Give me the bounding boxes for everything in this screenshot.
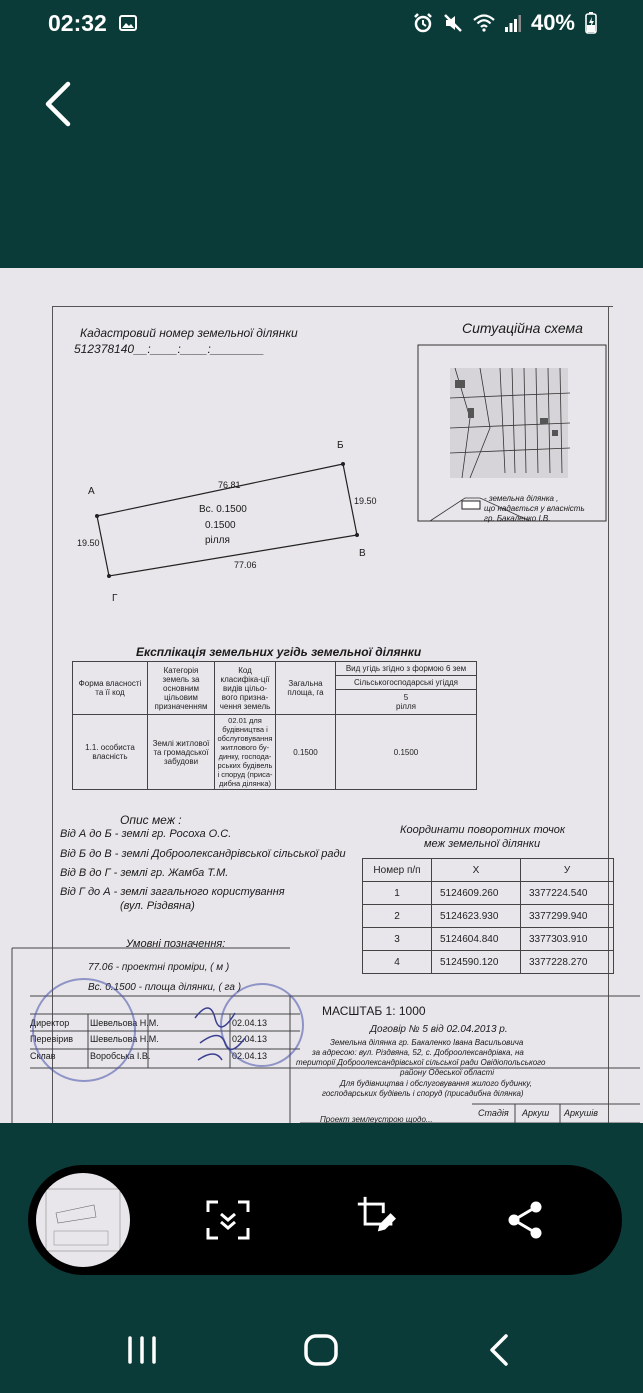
boundary-item: Від Б до В - землі Доброолександрівської сільської ради	[60, 848, 346, 860]
image-icon	[119, 15, 137, 31]
crop-edit-icon[interactable]	[354, 1195, 398, 1235]
wifi-icon	[473, 14, 495, 32]
official-stamp	[32, 978, 136, 1082]
description-line: Для будівництва і обслуговування жилого будинку,	[340, 1079, 532, 1088]
point-a: А	[88, 486, 95, 497]
coords-title-1: Координати поворотних точок	[400, 824, 566, 836]
table-row: 2 5124623.930 3377299.940	[363, 905, 614, 928]
signature-role: Директор	[30, 1018, 70, 1028]
battery-percentage: 40%	[530, 10, 575, 35]
plot-area-total: Вс. 0.1500	[199, 504, 247, 515]
signature-name: Воробська І.В.	[90, 1051, 151, 1061]
legend-text-1: - земельна ділянка ,	[484, 494, 559, 503]
project-note: Проект землеустрою щодо...	[320, 1115, 433, 1123]
legend-text-2: що надається у власність	[484, 504, 585, 513]
plot-left-side: 19.50	[77, 538, 100, 548]
signature-date: 02.04.13	[232, 1018, 268, 1028]
signature-name: Шевельова Н.М.	[90, 1018, 159, 1028]
signature-date: 02.04.13	[232, 1051, 268, 1061]
plot-area: 0.1500	[205, 520, 236, 531]
table-row: 4 5124590.120 3377228.270	[363, 951, 614, 974]
situation-title: Ситуаційна схема	[462, 320, 583, 336]
sheet-header: Аркуш	[522, 1108, 550, 1118]
chevron-left-icon[interactable]	[40, 78, 80, 130]
bottom-action-bar	[28, 1165, 622, 1275]
description-line: території Доброолександрівської сільської ради Овідіопольського	[296, 1058, 546, 1067]
boundaries-title: Опис меж :	[120, 813, 182, 827]
description-line: за адресою: вул. Різдвяна, 52, с. Доброолександрівка, на	[312, 1048, 524, 1057]
coordinates-table: Номер п/п X У 1 5124609.260 3377224.540 2 5124623.930 3377299.940 3 5124604.840 3377303.910 4 5124590.120 3377228.270	[362, 858, 614, 974]
signature-date: 02.04.13	[232, 1034, 268, 1044]
share-icon[interactable]	[504, 1200, 548, 1240]
description-line: Земельна ділянка гр. Бакаленко Івана Васильовича	[330, 1038, 524, 1047]
cadastral-label: Кадастровий номер земельної ділянки	[80, 326, 298, 340]
table-row: 1.1. особиста власність Землі житлової та громадської забудови 02.01 для будівництва і обслуговування житлового бу-динку, господа-рських будівель і споруд (приса-дибна ділянка) 0.1500 0.1500	[73, 715, 477, 790]
signature-scribble	[190, 998, 250, 1068]
signature-role: Склав	[30, 1051, 56, 1061]
plot-right-side: 19.50	[354, 496, 377, 506]
legend-title: Умовні позначення:	[126, 938, 226, 950]
sheets-header: Аркушів	[564, 1108, 598, 1118]
contract-label: Договір № 5 від 02.04.2013 р.	[370, 1024, 508, 1035]
description-line: району Одеської області	[400, 1068, 495, 1077]
boundary-item: Від В до Г - землі гр. Жамба Т.М.	[60, 867, 229, 879]
table-row: 3 5124604.840 3377303.910	[363, 928, 614, 951]
signature-name: Шевельова Н.М.	[90, 1034, 159, 1044]
home-icon[interactable]	[301, 1330, 341, 1370]
plot-top-side: 76.81	[218, 480, 241, 490]
mute-icon	[443, 13, 463, 33]
point-g: Г	[112, 593, 118, 604]
explication-title: Експлікація земельних угідь земельної ділянки	[136, 645, 422, 659]
situation-map	[450, 368, 570, 478]
boundary-item: (вул. Різдвяна)	[120, 900, 195, 912]
boundary-item: Від А до Б - землі гр. Росоха О.С.	[60, 828, 232, 840]
status-bar	[0, 0, 643, 50]
coords-title-2: меж земельної ділянки	[424, 838, 541, 850]
plot-bottom-side: 77.06	[234, 560, 257, 570]
status-time: 02:32	[48, 10, 107, 36]
battery-charging-icon	[585, 12, 597, 34]
recent-apps-icon[interactable]	[122, 1330, 162, 1370]
document-thumbnail[interactable]	[36, 1173, 130, 1267]
back-icon[interactable]	[480, 1330, 520, 1370]
plot-land-type: рілля	[205, 535, 230, 546]
explication-table: Форма власності та її код Категорія земель за основним цільовим призначенням Код класифіка-ції видів цільо-вого призна-чення земель Загальна площа, га Вид угідь згідно з формою 6 зем Сільськогосподарські угіддя 5 рілля 1.1. особиста власність Землі житлової та громадської забудови 02.01 для будівництва і обслуговування житлового бу-динку, господа-рських будівель і споруд (приса-дибна ділянка) 0.1500 0.1500	[72, 661, 477, 790]
point-v: В	[359, 548, 366, 559]
point-b: Б	[337, 440, 344, 451]
expand-icon[interactable]	[206, 1200, 250, 1240]
description-line: господарських будівель і споруд (присадибна ділянка)	[322, 1089, 524, 1098]
document-photo[interactable]	[0, 268, 643, 1123]
signal-icon	[505, 14, 521, 32]
scale-label: МАСШТАБ 1: 1000	[322, 1004, 426, 1018]
stage-header: Стадія	[478, 1108, 509, 1118]
signature-role: Перевірив	[30, 1034, 74, 1044]
system-nav-bar	[0, 1310, 643, 1393]
legend-line-2: Вс. 0.1500 - площа ділянки, ( га )	[88, 982, 242, 993]
alarm-icon	[413, 13, 433, 33]
boundary-item: Від Г до А - землі загального користування	[60, 886, 285, 898]
cadastral-number: 512378140__:____:____:________	[74, 342, 265, 356]
legend-line-1: 77.06 - проектні проміри, ( м )	[88, 962, 230, 973]
table-row: 1 5124609.260 3377224.540	[363, 882, 614, 905]
legend-text-3: гр. Бакаленко І.В.	[484, 514, 551, 523]
legend-plot-symbol	[462, 501, 480, 509]
